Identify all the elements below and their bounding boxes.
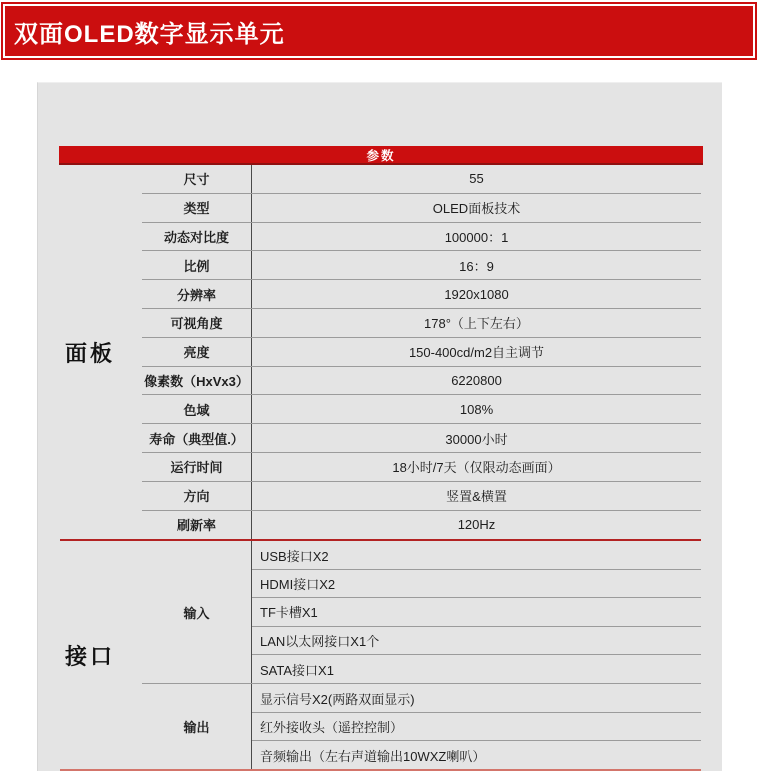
spec-row-value: 108% <box>459 401 494 417</box>
spec-row <box>142 165 701 194</box>
interface-value: LAN以太网接口X1个 <box>252 627 701 655</box>
spec-row-label: 动态对比度 <box>142 223 252 251</box>
interface-group <box>142 541 701 684</box>
spec-row-value: 100000：1 <box>444 229 509 245</box>
title-banner-inner <box>5 6 753 56</box>
spec-row-label: 色域 <box>142 395 252 423</box>
interface-group-label: 输入 <box>142 541 252 683</box>
panel-rows <box>142 165 701 539</box>
interface-value: HDMI接口X2 <box>252 570 701 598</box>
section-label-interface: 接口 <box>64 643 115 669</box>
spec-row-label: 尺寸 <box>142 165 252 193</box>
interface-value: USB接口X2 <box>252 541 701 569</box>
spec-row <box>142 424 701 453</box>
spec-row-value: 178°（上下左右） <box>424 316 529 332</box>
spec-row <box>142 309 701 338</box>
spec-row-label: 类型 <box>142 194 252 222</box>
spec-row-label: 可视角度 <box>142 309 252 337</box>
spec-row-label: 像素数（HxVx3） <box>142 367 252 395</box>
spec-row-value: 55 <box>469 171 484 187</box>
spec-row <box>142 453 701 482</box>
interface-value: SATA接口X1 <box>260 662 334 678</box>
spec-row <box>142 280 701 309</box>
spec-row-value: 竖置&横置 <box>446 489 507 505</box>
spec-row-value: OLED面板技术 <box>432 201 521 217</box>
spec-row-value: 30000小时 <box>445 431 508 447</box>
spec-row-label: 比例 <box>142 251 252 279</box>
spec-row-label: 亮度 <box>142 338 252 366</box>
spec-row <box>142 338 701 367</box>
table-header-label: 参数 <box>366 148 396 163</box>
spec-row <box>142 395 701 424</box>
section-panel <box>38 165 723 539</box>
section-interface <box>38 541 723 769</box>
spec-row-label: 寿命（典型值.） <box>142 424 252 452</box>
interface-value: 红外接收头（遥控控制） <box>252 713 701 741</box>
spec-row <box>142 482 701 511</box>
section-label-panel: 面板 <box>64 340 115 366</box>
spec-table <box>37 82 722 771</box>
spec-row <box>142 251 701 280</box>
spec-row-value: 1920x1080 <box>444 286 509 302</box>
interface-value: 显示信号X2(两路双面显示) <box>252 684 701 712</box>
interface-value: 音频输出（左右声道输出10WXZ喇叭） <box>260 748 486 764</box>
spec-row-label: 方向 <box>142 482 252 510</box>
interface-group-values <box>252 541 701 683</box>
interface-group-values <box>252 684 701 769</box>
spec-row-value: 18小时/7天（仅限动态画面） <box>392 460 561 476</box>
spec-row-value: 16：9 <box>459 258 494 274</box>
spec-row-value: 120Hz <box>457 517 496 533</box>
spec-row-value: 150-400cd/m2自主调节 <box>408 345 545 361</box>
spec-row-label: 分辨率 <box>142 280 252 308</box>
title-banner <box>1 2 757 60</box>
page-title: 双面OLED数字显示单元 <box>14 20 285 48</box>
table-body <box>38 165 723 771</box>
interface-group-label: 输出 <box>142 684 252 769</box>
spec-row <box>142 223 701 252</box>
spec-row-value: 6220800 <box>451 372 502 388</box>
interface-group <box>142 684 701 769</box>
table-header-bar <box>59 146 703 165</box>
spec-row-label: 运行时间 <box>142 453 252 481</box>
interface-value: TF卡槽X1 <box>252 598 701 626</box>
spec-row <box>142 511 701 540</box>
spec-row-label: 刷新率 <box>142 511 252 540</box>
interface-groups <box>142 541 701 769</box>
spec-row <box>142 194 701 223</box>
spec-row <box>142 367 701 396</box>
